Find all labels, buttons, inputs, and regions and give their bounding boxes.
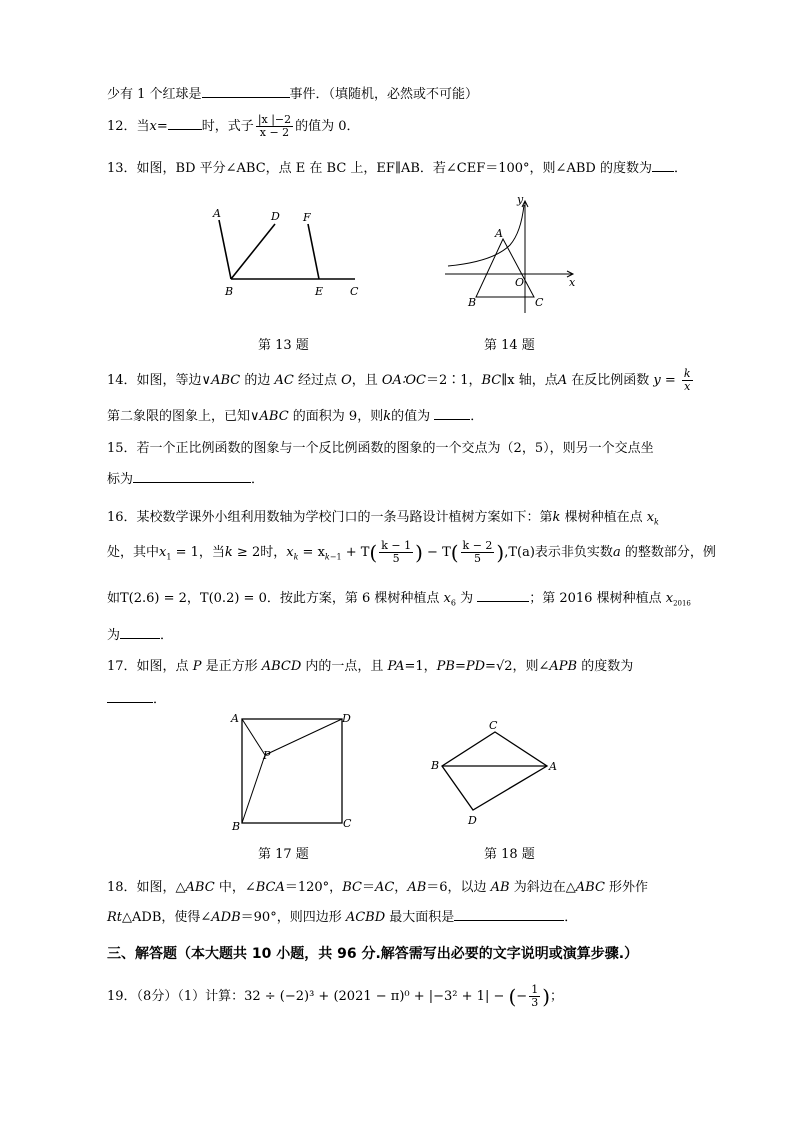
label-a: A [213, 207, 221, 220]
line-ba [219, 220, 231, 279]
caption-13: 第 13 题 [258, 338, 309, 353]
caption-18: 第 18 题 [484, 847, 535, 862]
q11-blank [202, 85, 290, 98]
q15-line2: 标为 ． [107, 472, 265, 487]
q19: 19．（8分）（1）计算：32 ÷ (−2)³ + (2021 − π)⁰ + |−3² + 1| − (− $\frac{1}{3}$ )； [107, 983, 564, 1009]
q15-line1: 15．若一个正比例函数的图象与一个反比例函数的图象的一个交点为（2，5），则另一个交点坐 [107, 441, 654, 456]
q16-blank-2 [120, 626, 160, 639]
segment-pb [242, 755, 265, 823]
label-c: C [350, 285, 359, 298]
q17-line2: ． [107, 688, 166, 707]
q18-line1: 18．如图，△ABC 中，∠BCA＝120°，BC＝AC，AB＝6，以边 AB 为斜边在△ABC 形外作 [107, 880, 649, 895]
segment-pa [242, 719, 265, 755]
q16-line2: 处，其中$x_1 = 1$，当k ≥ 2时，$x_k = x_{k-1} + T$( $\frac{k - 1}{5}$ ) − T( $\frac{k - 2}{5}$ ),T(a)表示非负实数a 的整数部分，例 [107, 539, 716, 565]
q13-blank [652, 159, 674, 172]
section-3-heading: 三、解答题（本大题共 10 小题，共 96 分.解答需写出必要的文字说明或演算步骤.） [107, 946, 639, 962]
q16-line4: 为 ． [107, 628, 174, 643]
label-a: A [495, 227, 503, 240]
q15-blank [133, 470, 251, 483]
q14-line2: 第二象限的图象上，已知∨ABC 的面积为 9，则k的值为 ． [107, 409, 484, 424]
q16-line1: 16．某校数学课外小组利用数轴为学校门口的一条马路设计植树方案如下：第k 棵树种植在点 $x_k$ [107, 510, 659, 527]
caption-14: 第 14 题 [484, 338, 535, 353]
figure-13 [195, 200, 370, 300]
q16-line3: 如T(2.6) = 2，T(0.2) = 0．按此方案，第 6 棵树种植点 $x_6$ 为 ；第 2016 棵树种植点 $x_{2016}$ [107, 591, 691, 608]
square-abcd [242, 719, 342, 823]
q12-fraction: $\frac{|x |-2}{x - 2}$ [257, 113, 292, 139]
q18-line2: Rt△ADB，使得∠ADB＝90°，则四边形 ACBD 最大面积是 ． [107, 910, 578, 925]
q18-blank [454, 908, 564, 921]
label-c: C [489, 719, 498, 732]
label-a: A [231, 712, 239, 725]
label-b: B [232, 820, 241, 833]
q12-blank [168, 117, 202, 130]
label-c: C [343, 817, 352, 830]
figure-18 [425, 714, 570, 832]
q16-fraction-2: $\frac{k - 2}{5}$ [462, 539, 493, 565]
q19-fraction: $\frac{1}{3}$ [531, 983, 539, 1009]
q17-line1: 17．如图，点 P 是正方形 ABCD 内的一点，且 PA=1，PB=PD=√2，则∠APB 的度数为 [107, 659, 634, 674]
q12: 12．当x= 时，式子 $\frac{|x |-2}{x - 2}$ 的值为 0． [107, 113, 360, 139]
quadrilateral-acbd [442, 732, 547, 810]
label-d: D [271, 210, 280, 223]
caption-17: 第 17 题 [258, 847, 309, 862]
q16-fraction-1: $\frac{k - 1}{5}$ [381, 539, 412, 565]
label-o: O [515, 276, 525, 289]
q13: 13．如图，BD 平分∠ABC，点 E 在 BC 上，EF∥AB．若∠CEF＝100°，则∠ABD 的度数为 ． [107, 161, 687, 176]
label-e: E [315, 285, 324, 298]
figure-14 [440, 193, 585, 315]
label-b: B [431, 759, 440, 772]
q14-line1: 14．如图，等边∨ABC 的边 AC 经过点 O，且 OA∶OC＝2∶1，BC∥x 轴，点A 在反比例函数 y = $\frac{k}{x}$ [107, 367, 691, 393]
q16-blank-1 [477, 589, 529, 602]
q14-blank [434, 407, 470, 420]
label-y: y [517, 193, 524, 206]
label-p: P [263, 749, 271, 762]
figure-17 [228, 710, 358, 835]
label-c: C [535, 296, 544, 309]
q17-blank [107, 690, 153, 703]
label-b: B [468, 296, 477, 309]
q14-fraction: $\frac{k}{x}$ [683, 367, 691, 393]
line-bd [231, 224, 275, 279]
line-ef [308, 224, 319, 279]
q11-continuation: 少有 1 个红球是 事件．（填随机，必然或不可能） [107, 87, 479, 102]
label-a: A [549, 760, 557, 773]
label-d: D [342, 712, 351, 725]
label-x: x [569, 276, 576, 289]
segment-pd [265, 719, 342, 755]
label-f: F [303, 211, 311, 224]
label-d: D [468, 814, 477, 827]
label-b: B [225, 285, 234, 298]
